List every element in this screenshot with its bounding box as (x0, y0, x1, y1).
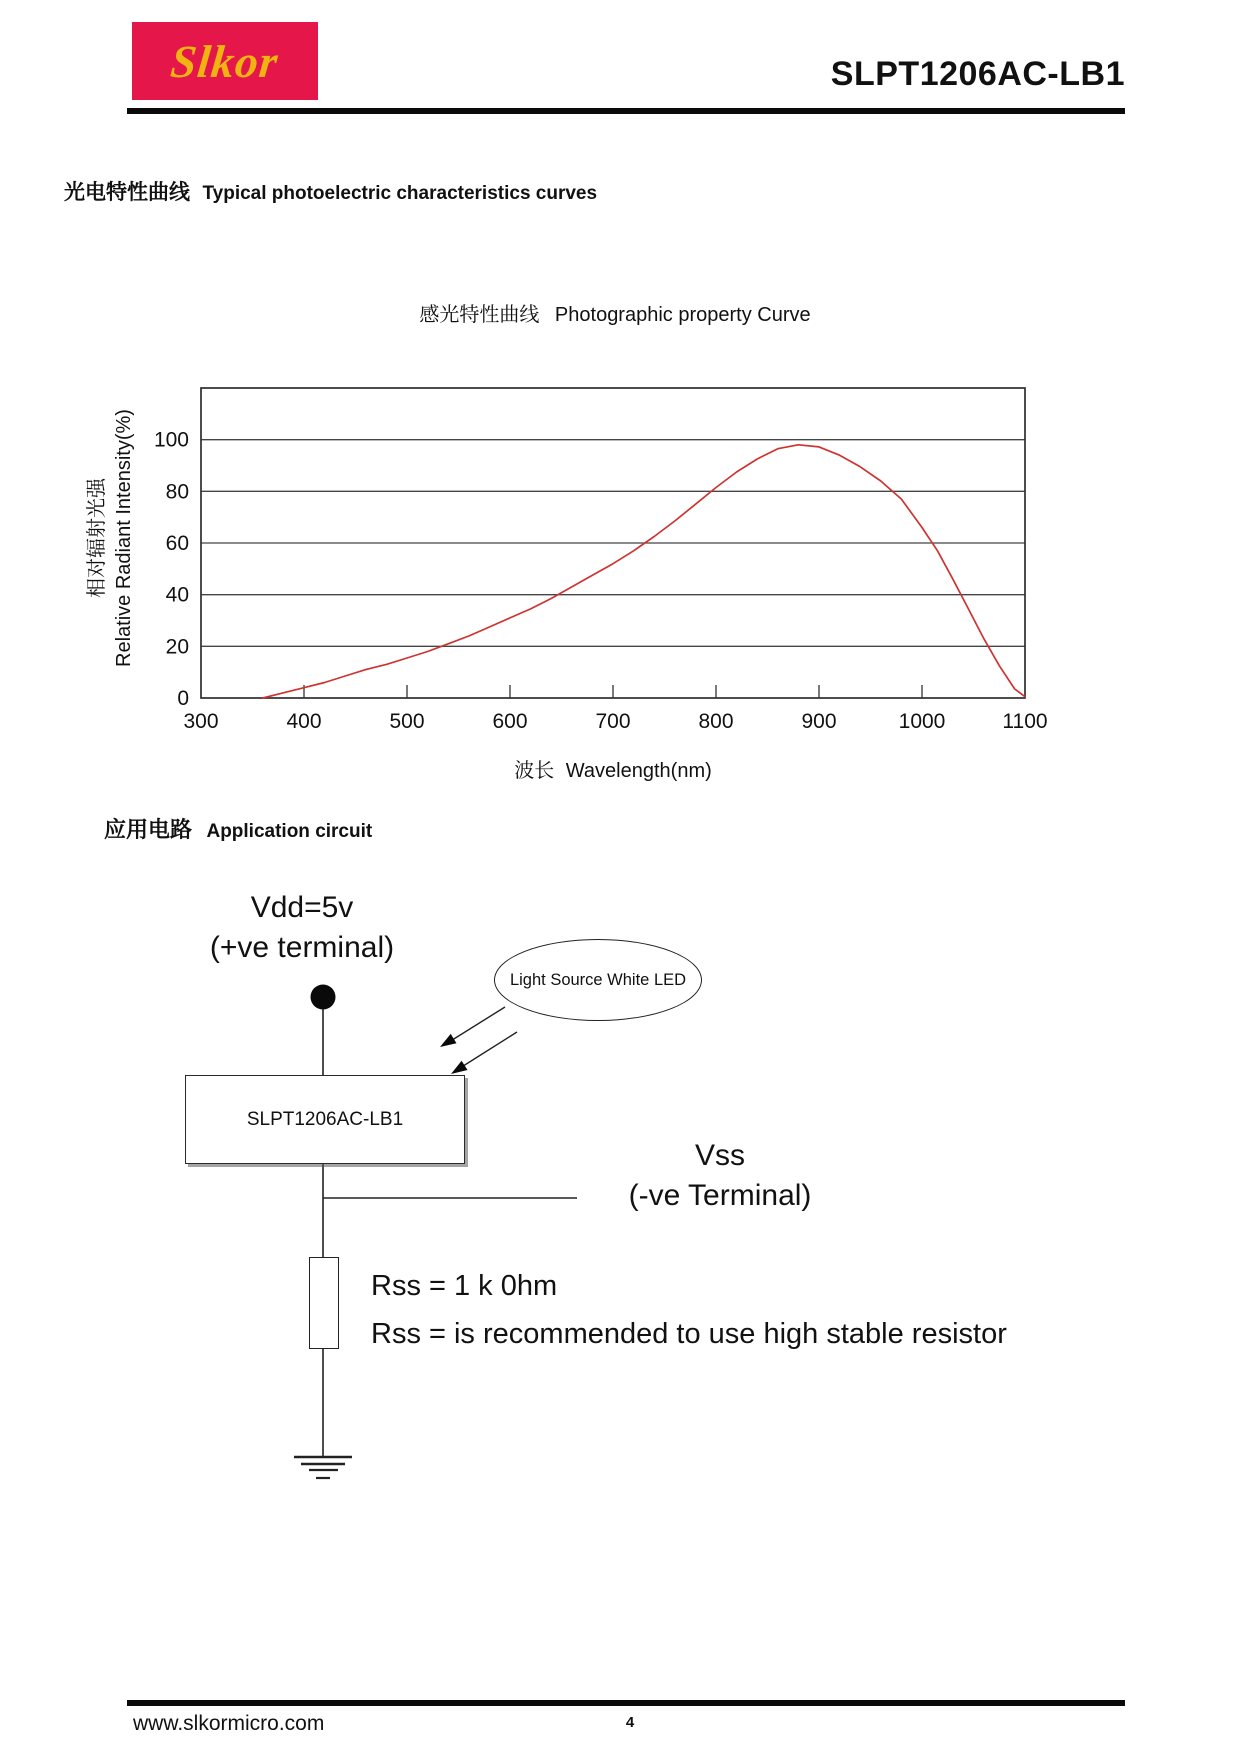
x-tick-label-1000: 1000 (898, 710, 946, 733)
y-tick-label-20: 20 (165, 635, 189, 659)
y-axis-title-zh: 相对辐射光强 (86, 478, 108, 599)
light-source-callout (494, 939, 702, 1021)
x-tick-label-700: 700 (595, 710, 631, 733)
light-ray-arrow-2 (451, 1032, 517, 1074)
x-tick-label-300: 300 (183, 710, 219, 733)
vss-sublabel: (-ve Terminal) (628, 1179, 812, 1212)
application-circuit-heading-en: Application circuit (206, 821, 373, 842)
y-tick-label-60: 60 (165, 532, 189, 555)
vdd-label: Vdd=5v (250, 891, 354, 924)
section-title (64, 176, 597, 206)
section-title-en: Typical photoelectric characteristics curves (202, 183, 598, 204)
device-box-label: SLPT1206AC-LB1 (246, 1108, 404, 1130)
x-tick-label-400: 400 (286, 710, 322, 733)
x-tick-label-1100: 1100 (1002, 710, 1048, 733)
chart-title-en: Photographic property Curve (554, 304, 811, 326)
footer-rule (127, 1700, 1125, 1706)
vdd-sublabel: (+ve terminal) (209, 931, 395, 964)
rss-recommendation-note: Rss = is recommended to use high stable resistor (371, 1318, 1007, 1350)
spectral-response-chart (0, 350, 1241, 780)
y-tick-label-40: 40 (165, 583, 189, 607)
y-tick-label-0: 0 (177, 687, 189, 710)
brand-logo (132, 22, 318, 100)
spectral-response-curve (263, 445, 1025, 698)
ground-symbol (294, 1457, 352, 1478)
device-box (185, 1075, 465, 1164)
light-source-label: Light Source White LED (509, 970, 687, 989)
x-tick-label-800: 800 (698, 710, 734, 733)
section-title-zh: 光电特性曲线 (64, 181, 190, 204)
x-tick-label-500: 500 (389, 710, 425, 733)
vdd-terminal-dot (311, 985, 336, 1010)
application-circuit-heading (104, 813, 372, 844)
chart-title (215, 298, 1015, 327)
resistor-symbol (309, 1257, 339, 1349)
header-rule (127, 108, 1125, 114)
x-axis-title-zh: 波长 (514, 760, 555, 782)
brand-logo-text: Slkor (168, 35, 282, 87)
x-tick-label-600: 600 (492, 710, 528, 733)
footer-website: www.slkormicro.com (133, 1712, 325, 1735)
light-ray-arrow-1 (440, 1007, 505, 1047)
y-axis-title-en: Relative Radiant Intensity(%) (113, 409, 135, 667)
x-tick-label-900: 900 (801, 710, 837, 733)
vss-label: Vss (694, 1139, 745, 1172)
footer-page-number: 4 (625, 1714, 635, 1731)
application-circuit-heading-zh: 应用电路 (104, 817, 193, 842)
y-tick-label-80: 80 (165, 480, 189, 504)
x-axis-title-en: Wavelength(nm) (565, 760, 712, 782)
y-tick-label-100: 100 (153, 428, 189, 452)
chart-title-zh: 感光特性曲线 (419, 304, 540, 326)
page-title-part-number: SLPT1206AC-LB1 (830, 55, 1125, 93)
rss-value-note: Rss = 1 k 0hm (371, 1270, 558, 1302)
